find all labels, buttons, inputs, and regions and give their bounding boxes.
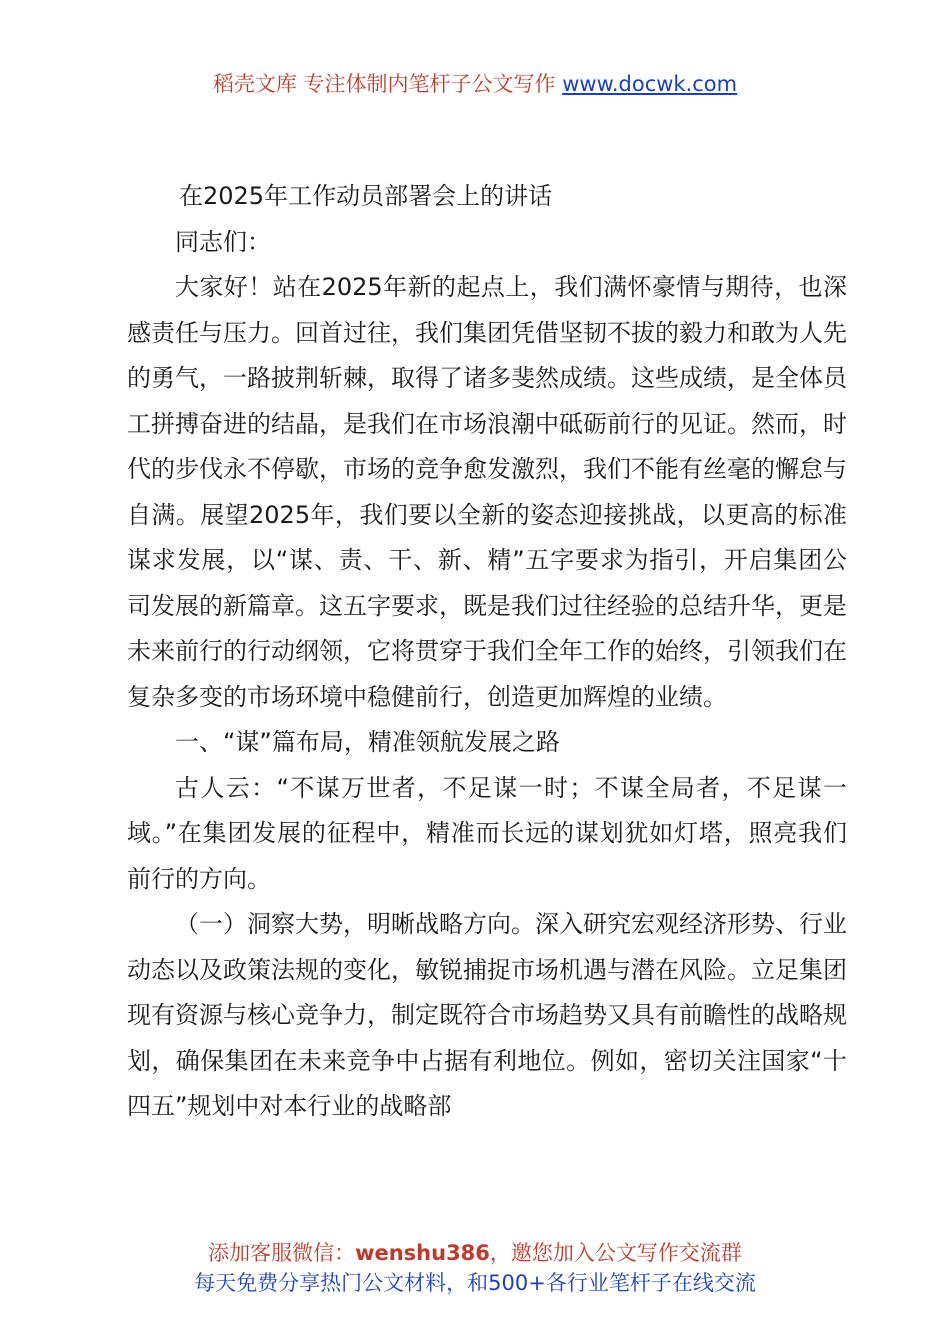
site-link[interactable]: www.docwk.com bbox=[562, 72, 738, 96]
footer-promo-line: 每天免费分享热门公文材料，和500+各行业笔杆子在线交流 bbox=[194, 1271, 756, 1295]
footer-contact-line bbox=[0, 1238, 950, 1268]
page-header bbox=[0, 68, 950, 100]
page-footer bbox=[0, 1238, 950, 1298]
salutation: 同志们： bbox=[175, 227, 271, 256]
body-paragraph: 大家好！站在2025年新的起点上，我们满怀豪情与期待，也深感责任与压力。回首过往，我们集团凭借坚韧不拔的毅力和敢为人先的勇气，一路披荆斩棘，取得了诸多斐然成绩。这些成绩，是全体员工拼搏奋进的结晶，是我们在市场浪潮中砥砺前行的见证。然而，时代的步伐永不停歇，市场的竞争愈发激烈，我们不能有丝毫的懈怠与自满。展望2025年，我们要以全新的姿态迎接挑战，以更高的标准谋求发展，以“谋、责、干、新、精”五字要求为指引，开启集团公司发展的新篇章。这五字要求，既是我们过往经验的总结升华，更是未来前行的行动纲领，它将贯穿于我们全年工作的始终，引领我们在复杂多变的市场环境中稳健前行，创造更加辉煌的业绩。 bbox=[127, 273, 847, 711]
footer-prefix: 添加客服微信： bbox=[208, 1241, 356, 1265]
body-paragraph: 古人云：“不谋万世者，不足谋一时；不谋全局者，不足谋一域。”在集团发展的征程中，精准而长远的谋划犹如灯塔，照亮我们前行的方向。 bbox=[127, 773, 847, 893]
footer-suffix: ，邀您加入公文写作交流群 bbox=[489, 1241, 742, 1265]
brand-slogan: 稻壳文库 专注体制内笔杆子公文写作 bbox=[212, 72, 556, 96]
document-body bbox=[127, 174, 847, 1130]
wechat-id: wenshu386 bbox=[355, 1241, 490, 1265]
section-heading: 一、“谋”篇布局，精准领航发展之路 bbox=[175, 728, 560, 756]
document-title: 在2025年工作动员部署会上的讲话 bbox=[179, 182, 553, 210]
body-paragraph: （一）洞察大势，明晰战略方向。深入研究宏观经济形势、行业动态以及政策法规的变化，敏锐捕捉市场机遇与潜在风险。立足集团现有资源与核心竞争力，制定既符合市场趋势又具有前瞻性的战略规划，确保集团在未来竞争中占据有利地位。例如，密切关注国家“十四五”规划中对本行业的战略部 bbox=[127, 910, 847, 1120]
